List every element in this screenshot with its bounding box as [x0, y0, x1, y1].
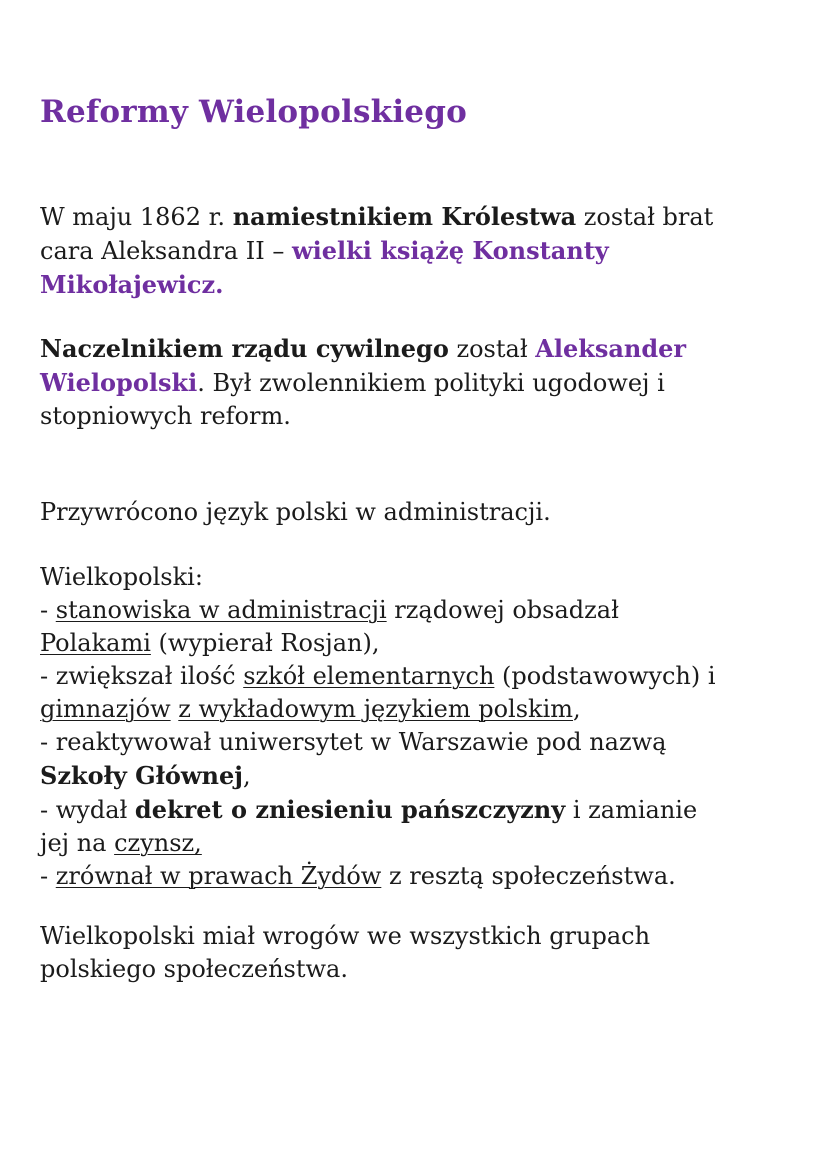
text-line [40, 366, 810, 400]
list-item-line [40, 827, 810, 860]
text: z resztą społeczeństwa. [381, 862, 676, 890]
bold-text: Naczelnikiem rządu cywilnego [40, 334, 449, 363]
text-line [40, 200, 810, 234]
highlight-text: wielki książę Konstanty [292, 236, 609, 265]
page-title: Reformy Wielopolskiego [40, 94, 467, 130]
text: - zwiększał ilość [40, 662, 244, 690]
text: jej na [40, 829, 115, 857]
bold-text: namiestnikiem Królestwa [232, 202, 577, 231]
text: - wydał [40, 796, 135, 824]
text-line [40, 234, 810, 268]
list-item-line [40, 759, 810, 793]
text: , [573, 695, 581, 723]
highlight-text: Mikołajewicz. [40, 270, 224, 299]
underlined-text: gimnazjów [40, 695, 171, 723]
text: (podstawowych) i [494, 662, 716, 690]
paragraph-jezyk [40, 496, 810, 529]
text-line [40, 268, 810, 302]
list-item-line: - reaktywował uniwersytet w Warszawie pod nazwą [40, 728, 667, 756]
underlined-text: z wykładowym językiem polskim [178, 695, 574, 723]
text-line [40, 400, 810, 433]
list-intro: Wielkopolski: [40, 563, 203, 591]
text-line [40, 332, 810, 366]
text: został [448, 335, 536, 363]
underlined-text: czynsz, [114, 829, 202, 857]
text: - [40, 862, 56, 890]
list-item-line [40, 793, 810, 827]
text: cara Aleksandra II – [40, 237, 292, 265]
underlined-text: szkół elementarnych [243, 662, 495, 690]
text: został brat [576, 203, 714, 231]
paragraph-reformy-list [40, 561, 810, 893]
bold-text: dekret o zniesieniu pańszczyzny [134, 795, 566, 824]
text-line: Przywrócono język polski w administracji. [40, 498, 551, 526]
text: (wypierał Rosjan), [150, 629, 380, 657]
text-line: polskiego społeczeństwa. [40, 955, 348, 983]
underlined-text: zrównał w prawach Żydów [55, 862, 382, 890]
text: stopniowych reform. [40, 402, 291, 430]
list-item-line [40, 693, 810, 726]
text-line: Wielkopolski miał wrogów we wszystkich grupach [40, 922, 651, 950]
text: rządowej obsadzał [386, 596, 619, 624]
list-item-line [40, 660, 810, 693]
paragraph-wrogowie [40, 920, 810, 986]
underlined-text: stanowiska w administracji [55, 596, 387, 624]
paragraph-naczelnik [40, 332, 810, 433]
text: , [242, 762, 251, 790]
bold-text: Szkoły Głównej [40, 761, 243, 790]
list-item-line [40, 627, 810, 660]
text: W maju 1862 r. [40, 203, 233, 231]
list-item-line [40, 594, 810, 627]
list-item-line [40, 860, 810, 893]
paragraph-namiestnik [40, 200, 810, 302]
text: i zamianie [565, 796, 698, 824]
highlight-text: Wielopolski [40, 368, 198, 397]
text: . Był zwolennikiem polityki ugodowej i [197, 369, 665, 397]
underlined-text: Polakami [40, 629, 151, 657]
text: - [40, 596, 56, 624]
highlight-text: Aleksander [535, 334, 687, 363]
